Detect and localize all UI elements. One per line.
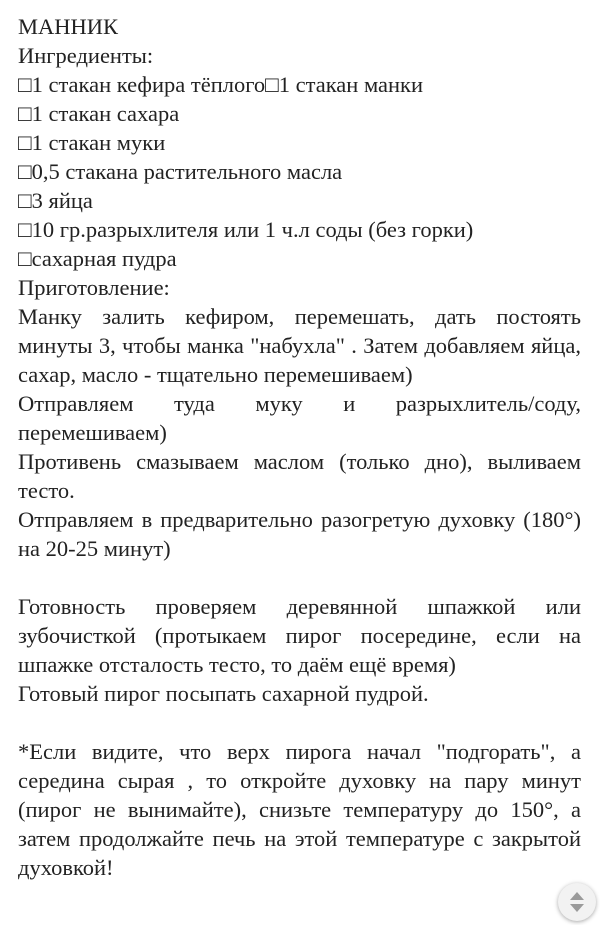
scroll-button[interactable] — [558, 883, 596, 921]
tip-paragraph: *Если видите, что верх пирога начал "подгорать", а середина сырая , то откройте духовку на пару минут (пирог не вынимайте), снизьте температуру до 150°, а затем продолжайте печь на этой температуре с закрытой духовкой! — [18, 739, 581, 880]
ingredient-line: □сахарная пудра — [18, 246, 177, 271]
paragraph-gap — [18, 708, 581, 737]
ingredient-line: □1 стакан сахара — [18, 101, 180, 126]
ingredients-heading: Ингредиенты: — [18, 43, 154, 68]
recipe-title: МАННИК — [18, 14, 119, 39]
finishing-paragraph: Готовый пирог посыпать сахарной пудрой. — [18, 681, 429, 706]
paragraph-gap — [18, 563, 581, 592]
ingredient-line: □0,5 стакана растительного масла — [18, 159, 343, 184]
doneness-paragraph: Готовность проверяем деревянной шпажкой или зубочисткой (протыкаем пирог посередине, если на шпажке отсталость тесто, то даём ещё время) — [18, 594, 581, 677]
preparation-step: Манку залить кефиром, перемешать, дать постоять минуты 3, чтобы манка "набухла" . Затем добавляем яйца, сахар, масло - тщательно перемешиваем) — [18, 304, 581, 387]
preparation-step: Отправляем в предварительно разогретую духовку (180°) на 20-25 минут) — [18, 507, 581, 561]
ingredient-line: □3 яйца — [18, 188, 93, 213]
ingredient-line: □1 стакан муки — [18, 130, 166, 155]
preparation-heading: Приготовление: — [18, 275, 170, 300]
ingredient-line: □1 стакан кефира тёплого□1 стакан манки — [18, 72, 424, 97]
up-down-arrows-icon — [569, 891, 585, 913]
preparation-step: Отправляем туда муку и разрыхлитель/соду, перемешиваем) — [18, 391, 581, 445]
preparation-step: Противень смазываем маслом (только дно), выливаем тесто. — [18, 449, 581, 503]
ingredient-line: □10 гр.разрыхлителя или 1 ч.л соды (без горки) — [18, 217, 474, 242]
recipe-document — [18, 12, 581, 882]
